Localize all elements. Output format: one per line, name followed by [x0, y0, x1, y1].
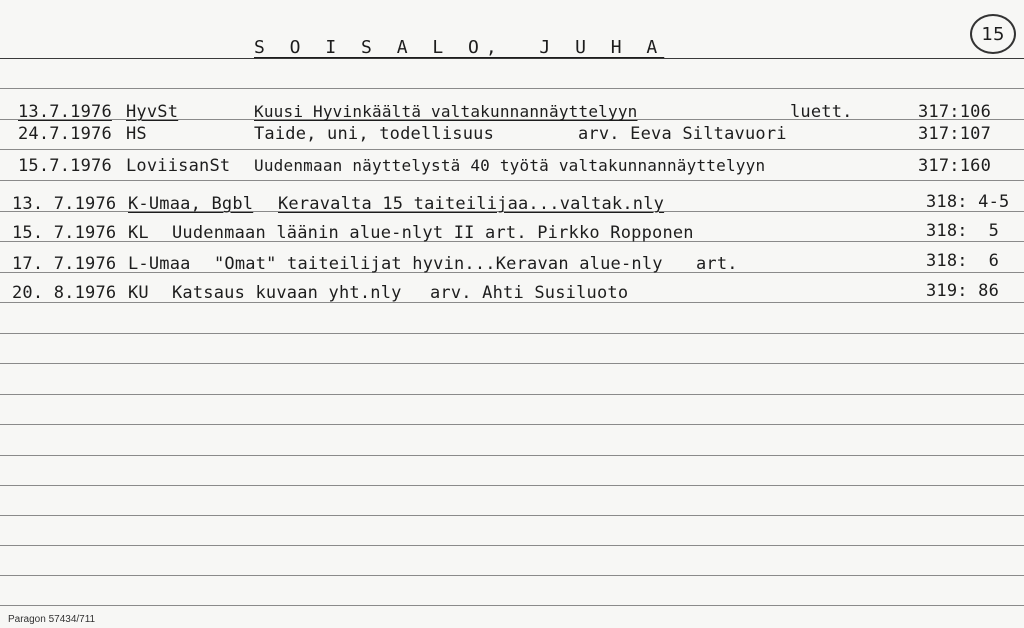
entry-text: Uudenmaan näyttelystä 40 työtä valtakunnannäyttelyyn	[254, 156, 766, 175]
card-footer: Paragon 57434/711	[8, 614, 96, 625]
entry-date: 17. 7.1976	[12, 254, 117, 274]
entry-date: 15.7.1976	[18, 156, 112, 176]
ruled-line	[0, 605, 1024, 606]
entry-text: Katsaus kuvaan yht.nly	[172, 283, 402, 303]
ruled-line	[0, 455, 1024, 456]
card-number-badge	[970, 14, 1016, 54]
ruled-line	[0, 363, 1024, 364]
entry-source: HS	[126, 124, 147, 144]
entry-source: KL	[128, 223, 149, 243]
entry-ref: 319: 86	[926, 281, 1000, 301]
entry-source: LoviisanSt	[126, 156, 231, 176]
entry-text: Uudenmaan läänin alue-nlyt II art. Pirkko Ropponen	[172, 223, 694, 243]
entry-text: Taide, uni, todellisuus	[254, 124, 495, 144]
ruled-line	[0, 149, 1024, 150]
entry-note: arv. Eeva Siltavuori	[578, 124, 787, 144]
entry-ref: 318: 5	[926, 221, 1000, 241]
entry-text: Kuusi Hyvinkäältä valtakunnannäyttelyyn	[254, 102, 638, 121]
entry-ref: 318: 6	[926, 251, 1000, 271]
ruled-line	[0, 515, 1024, 516]
ruled-line	[0, 394, 1024, 395]
entry-ref: 318: 4-5	[926, 192, 1010, 212]
ruled-line	[0, 88, 1024, 89]
ruled-line	[0, 333, 1024, 334]
entry-ref: 317:106	[918, 102, 992, 122]
entry-source: K-Umaa, Bgbl	[128, 194, 254, 214]
entry-source: KU	[128, 283, 149, 303]
card-number: 15	[981, 23, 1005, 45]
header-rule	[0, 58, 1024, 59]
entry-text: "Omat" taiteilijat hyvin...Keravan alue-nly	[214, 254, 663, 274]
ruled-line	[0, 180, 1024, 181]
ruled-line	[0, 485, 1024, 486]
ruled-line	[0, 575, 1024, 576]
entry-note: art.	[696, 254, 738, 274]
entry-source: L-Umaa	[128, 254, 191, 274]
ruled-line	[0, 424, 1024, 425]
entry-date: 13. 7.1976	[12, 194, 117, 214]
entry-ref: 317:107	[918, 124, 992, 144]
entry-text: Keravalta 15 taiteilijaa...valtak.nly	[278, 194, 665, 214]
entry-date: 13.7.1976	[18, 102, 112, 122]
entry-ref: 317:160	[918, 156, 992, 176]
entry-source: HyvSt	[126, 102, 179, 122]
entry-date: 24.7.1976	[18, 124, 112, 144]
entry-date: 15. 7.1976	[12, 223, 117, 243]
entry-note: arv. Ahti Susiluoto	[430, 283, 629, 303]
entry-date: 20. 8.1976	[12, 283, 117, 303]
ruled-line	[0, 545, 1024, 546]
entry-note: luett.	[790, 102, 853, 122]
card-title: S O I S A L O, J U H A	[254, 37, 665, 58]
